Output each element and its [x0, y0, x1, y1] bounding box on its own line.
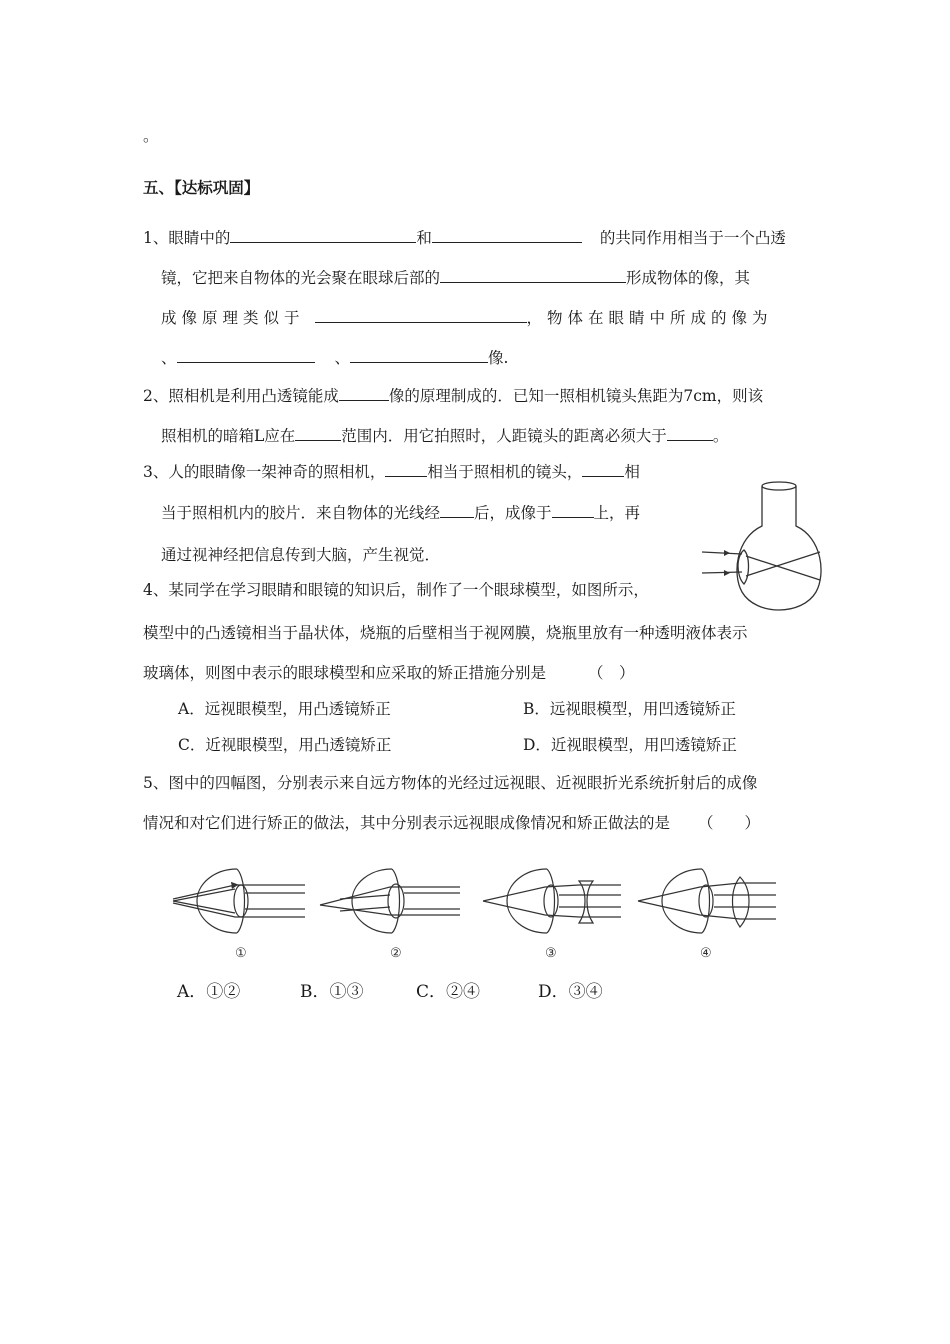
q3-text: 当于照相机内的胶片．来自物体的光线经 — [161, 504, 441, 522]
q5-answer-paren: （ ） — [698, 814, 761, 832]
q2-text: 照相机的暗箱L应在 — [161, 427, 296, 445]
q3-text: 3、人的眼睛像一架神奇的照相机， — [143, 463, 386, 481]
q1-line2 — [161, 268, 750, 288]
q4-option-a: A．远视眼模型，用凸透镜矫正 — [178, 700, 391, 718]
flask-eye-model-figure — [698, 472, 828, 622]
q1-blank-1 — [230, 228, 416, 243]
q3-blank-1 — [385, 462, 427, 477]
q1-line1 — [143, 228, 786, 248]
q5-option-a: A．①② — [177, 982, 241, 1002]
q5-option-d: D．③④ — [538, 982, 603, 1002]
q3-text: 后，成像于 — [474, 504, 552, 522]
q1-blank-4 — [315, 308, 527, 323]
q4-line1: 4、某同学在学习眼睛和眼镜的知识后，制作了一个眼球模型，如图所示， — [143, 581, 649, 599]
q2-line2 — [161, 426, 728, 446]
fig-label-4: ④ — [700, 946, 712, 961]
q1-text: 1、眼睛中的 — [143, 229, 231, 247]
q2-text: 。 — [712, 427, 729, 445]
q1-text: 成像原理类似于 — [161, 309, 305, 327]
q2-blank-1 — [339, 386, 389, 401]
q1-blank-2 — [432, 228, 582, 243]
q1-blank-5 — [177, 348, 315, 363]
q1-text: ，物体在眼睛中所成的像为 — [526, 309, 773, 327]
q1-text: 形成物体的像，其 — [626, 269, 751, 287]
q4-option-b: B．远视眼模型，用凹透镜矫正 — [523, 700, 736, 718]
q3-line2 — [161, 503, 640, 523]
q1-text: 镜，它把来自物体的光会聚在眼球后部的 — [161, 269, 441, 287]
fig-label-1: ① — [235, 946, 247, 961]
q3-text: 上，再 — [593, 504, 641, 522]
section-title: 五、【达标巩固】 — [143, 178, 260, 197]
eye-diagram-2 — [320, 869, 460, 933]
q1-blank-3 — [440, 268, 626, 283]
q4-option-c: C．近视眼模型，用凸透镜矫正 — [178, 736, 392, 754]
top-mark: 。 — [143, 127, 159, 145]
fig-label-2: ② — [390, 946, 402, 961]
eye-diagram-3 — [483, 869, 621, 933]
q3-blank-3 — [440, 503, 474, 518]
q1-text: 像. — [488, 349, 509, 367]
eye-diagram-1 — [173, 869, 305, 933]
q5-option-c: C．②④ — [416, 982, 481, 1002]
q4-text: 玻璃体，则图中表示的眼球模型和应采取的矫正措施分别是 — [143, 664, 547, 682]
q5-line2 — [143, 813, 760, 833]
q3-text: 相当于照相机的镜头， — [427, 463, 583, 481]
q3-blank-4 — [552, 503, 594, 518]
q5-text: 情况和对它们进行矫正的做法，其中分别表示远视眼成像情况和矫正做法的是 — [143, 814, 671, 832]
q3-line1 — [143, 462, 640, 482]
q2-blank-2 — [295, 426, 341, 441]
q2-line1 — [143, 386, 763, 406]
q5-option-b: B．①③ — [300, 982, 364, 1002]
q1-text: 、 — [161, 349, 177, 367]
q2-text: 像的原理制成的．已知一照相机镜头焦距为7cm，则该 — [388, 387, 764, 405]
q3-blank-2 — [582, 462, 624, 477]
fig-label-3: ③ — [545, 946, 557, 961]
q4-line2: 模型中的凸透镜相当于晶状体，烧瓶的后壁相当于视网膜，烧瓶里放有一种透明液体表示 — [143, 624, 748, 642]
q4-option-d: D．近视眼模型，用凹透镜矫正 — [523, 736, 737, 754]
eye-diagram-4 — [638, 869, 776, 933]
q1-line4 — [161, 348, 508, 368]
q1-blank-6 — [350, 348, 488, 363]
eye-diagrams-figure — [165, 855, 785, 965]
q1-text: 、 — [334, 349, 351, 367]
q1-line3 — [161, 308, 773, 328]
q2-text: 2、照相机是利用凸透镜能成 — [143, 387, 339, 405]
q1-text: 和 — [416, 229, 432, 247]
q3-line3: 通过视神经把信息传到大脑，产生视觉． — [161, 546, 441, 564]
q4-line3 — [143, 663, 635, 683]
q1-text: 的共同作用相当于一个凸透 — [599, 229, 786, 247]
q2-text: 范围内．用它拍照时，人距镜头的距离必须大于 — [341, 427, 667, 445]
q5-line1: 5、图中的四幅图，分别表示来自远方物体的光经过远视眼、近视眼折光系统折射后的成像 — [143, 774, 758, 792]
q2-blank-3 — [667, 426, 713, 441]
q4-answer-paren: （ ） — [588, 664, 635, 682]
q3-text: 相 — [624, 463, 640, 481]
